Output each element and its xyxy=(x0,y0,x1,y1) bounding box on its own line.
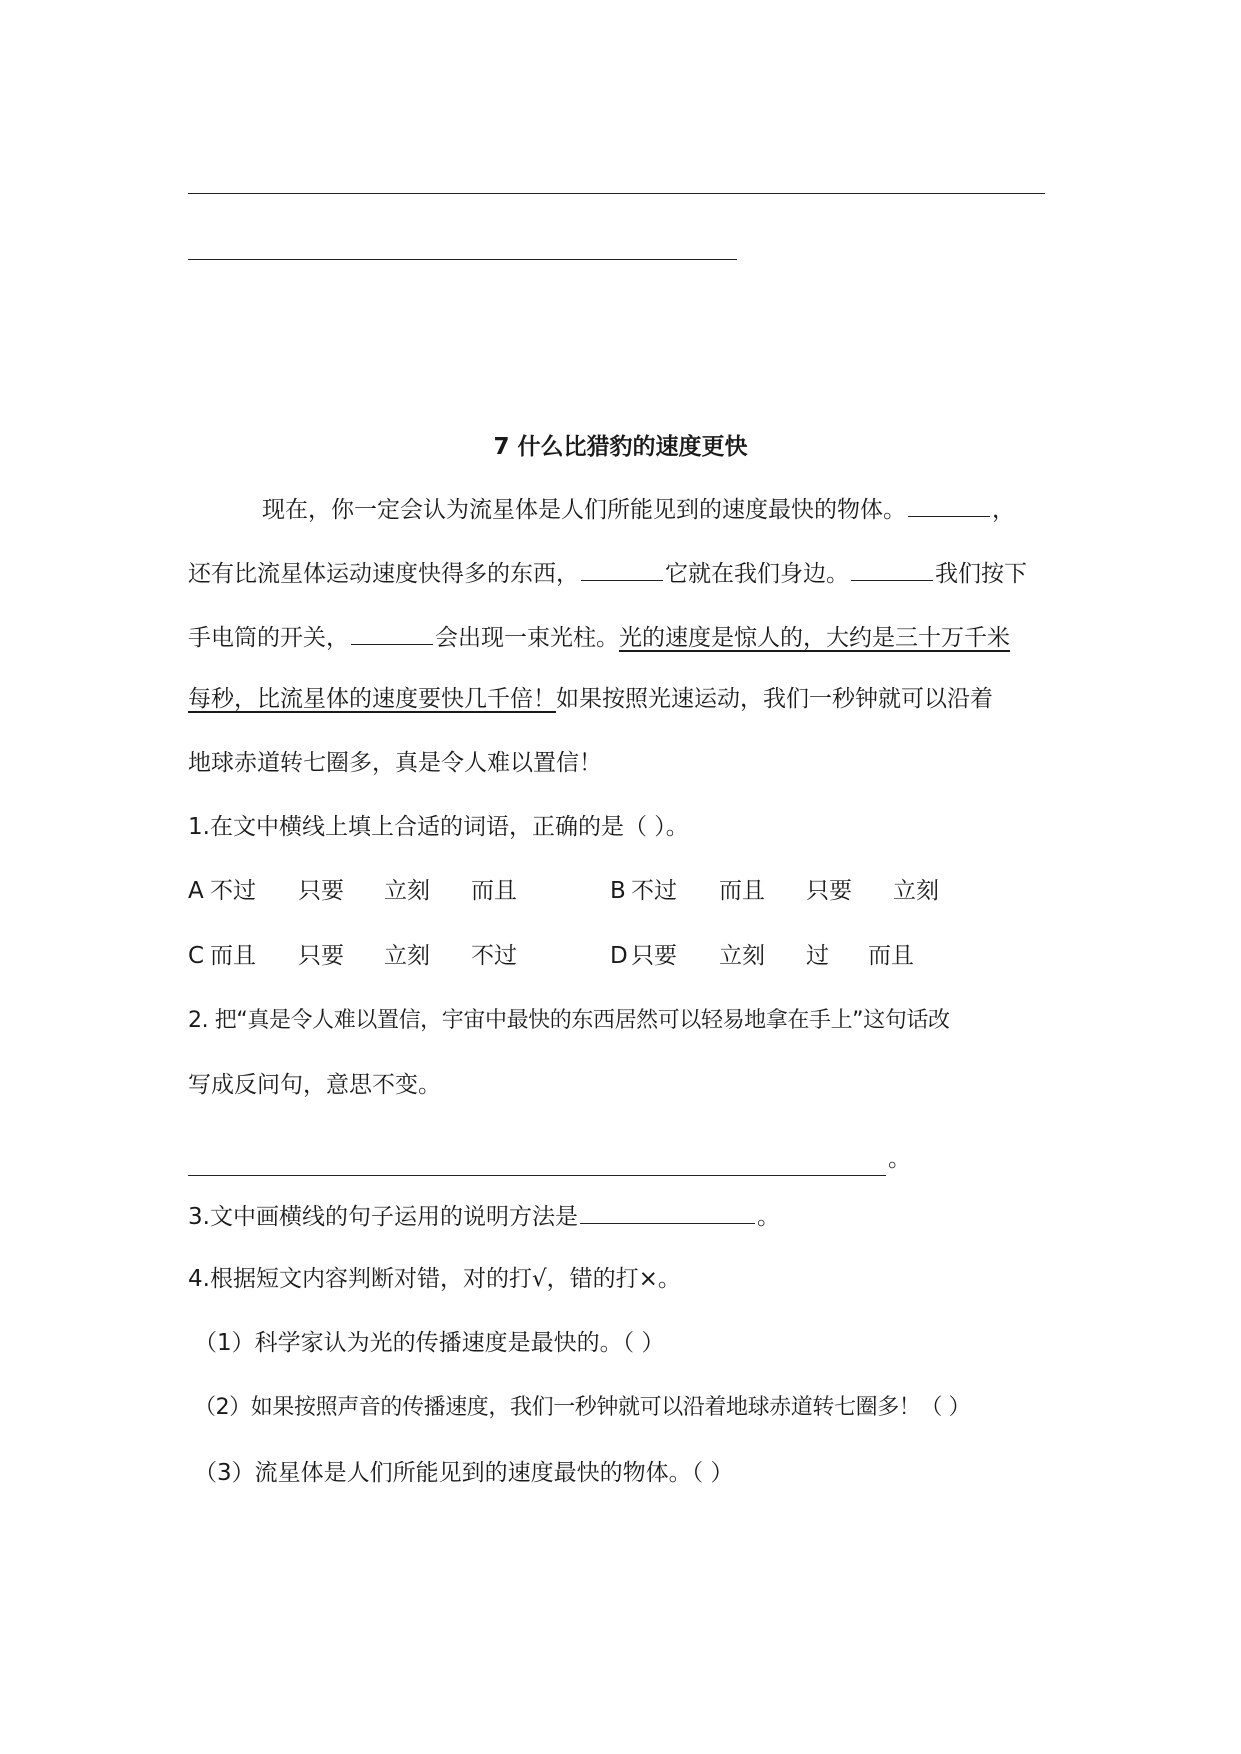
fill-blank-2[interactable] xyxy=(581,556,663,581)
answer-line-top-2 xyxy=(188,259,737,260)
question-4-item-2[interactable]: （2）如果按照声音的传播速度，我们一秒钟就可以沿着地球赤道转七圈多！（ ） xyxy=(194,1395,971,1420)
answer-line-top-1 xyxy=(188,193,1045,194)
underlined-sentence-part-2: 每秒，比流星体的速度要快几千倍！ xyxy=(188,686,556,712)
question-2-stem: 2. 把“真是令人难以置信，宇宙中最快的东西居然可以轻易地拿在手上”这句话改 xyxy=(188,1008,950,1033)
passage-line-3: 手电筒的开关， 会出现一束光柱。光的速度是惊人的，大约是三十万千米 xyxy=(188,620,1010,653)
question-2-period: 。 xyxy=(888,1146,911,1172)
question-4-item-1[interactable]: （1）科学家认为光的传播速度是最快的。（ ） xyxy=(194,1330,665,1356)
passage-line-1: 现在，你一定会认为流星体是人们所能见到的速度最快的物体。 ， xyxy=(262,492,1015,525)
worksheet-page: 7 什么比猎豹的速度更快 现在，你一定会认为流星体是人们所能见到的速度最快的物体。 ， 还有比流星体运动速度快得多的东西， 它就在我们身边。 我们按下 手电筒的开关， 会出现一束光柱。光的速度是惊人的，大约是三十万千米 每秒，比流星体的速度要快几千倍！如果按照光速运动，我们一秒钟就可以沿着 地球赤道转七圈多，真是令人难以置信！ 1.在文中横线上填上合适的词语，正确的是（ ）。 A 不过 只要 立刻 而且 B 不过 而且 只要 立刻 C 而且 只要 立刻 不过 D 只要 立刻 过 而且 2. 把“真是令人难以置信，宇宙中最快的东西居然可以轻易地拿在手上”这句话改 写成反问句，意思不变。 。 3.文中画横线的句子运用的说明方法是 。 4.根据短文内容判断对错，对的打√，错的打×。 （1）科学家认为光的传播速度是最快的。（ ） （2）如果按照声音的传播速度，我们一秒钟就可以沿着地球赤道转七圈多！（ ） （3）流星体是人们所能见到的速度最快的物体。（ ） xyxy=(0,0,1241,1754)
passage-line-4: 每秒，比流星体的速度要快几千倍！如果按照光速运动，我们一秒钟就可以沿着 xyxy=(188,686,993,712)
fill-blank-3[interactable] xyxy=(851,556,933,581)
question-4-stem: 4.根据短文内容判断对错，对的打√，错的打×。 xyxy=(188,1266,681,1292)
passage-line-2: 还有比流星体运动速度快得多的东西， 它就在我们身边。 我们按下 xyxy=(188,556,1027,589)
fill-blank-1[interactable] xyxy=(908,492,990,517)
underlined-sentence-part-1: 光的速度是惊人的，大约是三十万千米 xyxy=(619,625,1010,651)
lesson-title: 7 什么比猎豹的速度更快 xyxy=(493,434,748,460)
passage-line-5: 地球赤道转七圈多，真是令人难以置信！ xyxy=(188,750,602,776)
question-2-stem-continued: 写成反问句，意思不变。 xyxy=(188,1072,441,1098)
question-3-answer-blank[interactable] xyxy=(580,1199,755,1224)
question-1-stem: 1.在文中横线上填上合适的词语，正确的是（ ）。 xyxy=(188,814,689,840)
question-3-stem: 3.文中画横线的句子运用的说明方法是 。 xyxy=(188,1199,780,1232)
question-2-answer-line[interactable] xyxy=(188,1175,886,1176)
question-4-item-3[interactable]: （3）流星体是人们所能见到的速度最快的物体。（ ） xyxy=(194,1460,734,1486)
fill-blank-4[interactable] xyxy=(351,620,433,645)
